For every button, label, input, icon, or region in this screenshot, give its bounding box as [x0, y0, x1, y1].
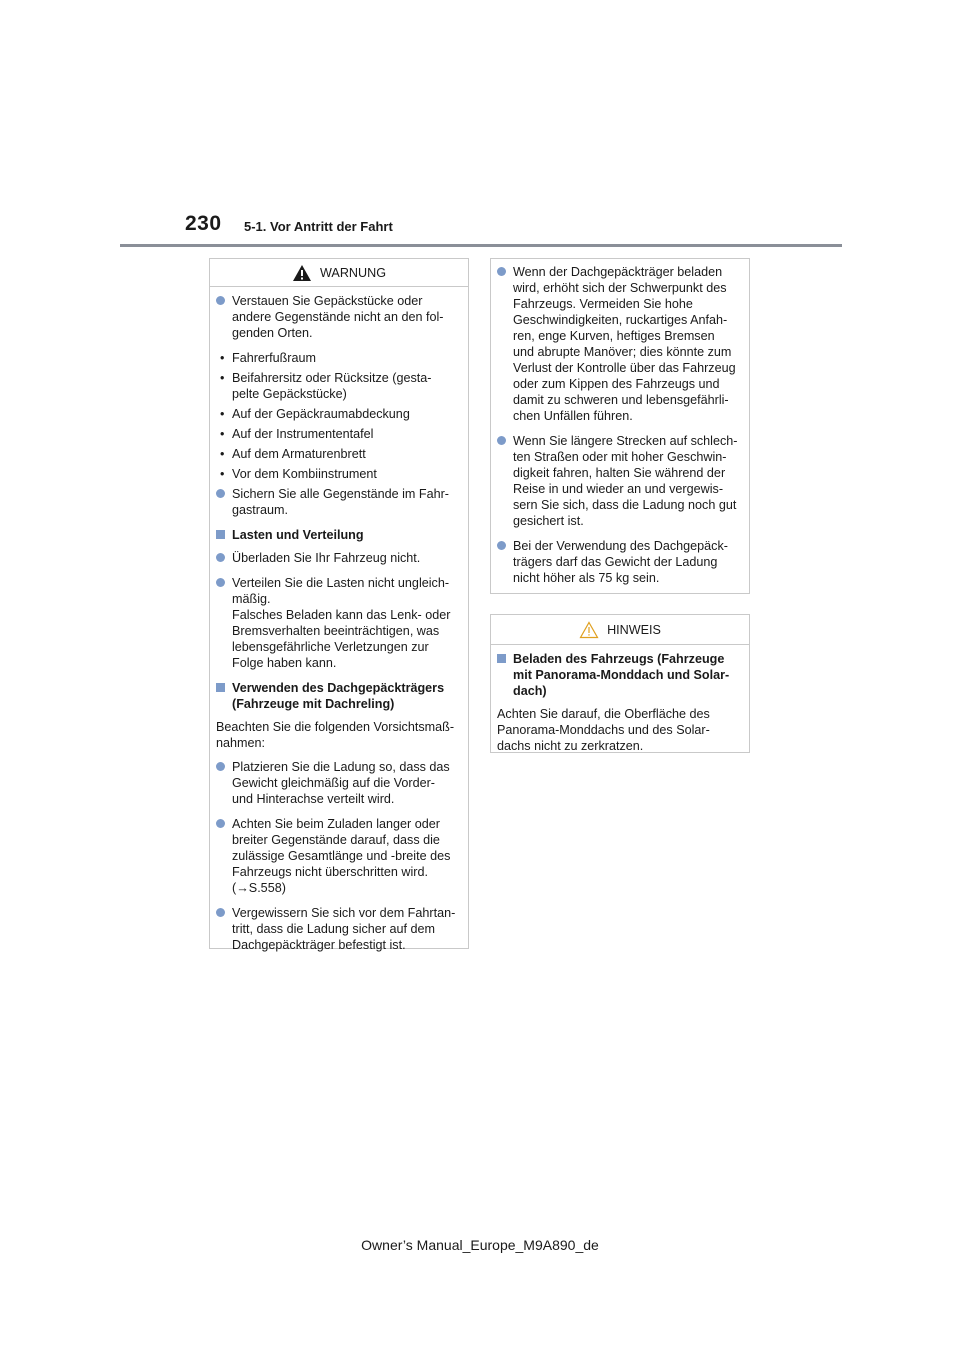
- bullet-item: [216, 759, 458, 807]
- square-bullet-icon: [216, 683, 225, 692]
- bullet-item: [216, 486, 458, 518]
- bullet-item: [216, 550, 458, 566]
- sub-bullet-icon: •: [220, 407, 225, 421]
- text-line: ten Straßen oder mit hoher Geschwin-: [513, 450, 727, 464]
- text-line: (→S.558): [232, 881, 286, 895]
- page-number: 230: [185, 212, 222, 235]
- text-line: oder zum Kippen des Fahrzeugs und: [513, 377, 720, 391]
- bullet-dot-icon: [216, 553, 225, 562]
- text-line: Fahrzeugs. Vermeiden Sie hohe: [513, 297, 693, 311]
- text-line: sern Sie sich, dass die Ladung noch gut: [513, 498, 737, 512]
- text-line: Geschwindigkeiten, ruckartiges Anfah-: [513, 313, 728, 327]
- warning-continued-box: [490, 258, 750, 594]
- text-line: tritt, dass die Ladung sicher auf dem: [232, 922, 436, 936]
- bullet-dot-icon: [216, 578, 225, 587]
- sub-bullet-icon: •: [220, 447, 225, 461]
- bullet-dot-icon: [497, 267, 506, 276]
- text-line: breiter Gegenstände darauf, dass die: [232, 833, 440, 847]
- square-bullet-icon: [216, 530, 225, 539]
- text-line: Achten Sie beim Zuladen langer oder: [232, 817, 440, 831]
- text-line: Beladen des Fahrzeugs (Fahrzeuge: [513, 652, 725, 666]
- warning-triangle-filled-icon: [292, 264, 312, 282]
- text-line: und Hinterachse verteilt wird.: [232, 792, 395, 806]
- notice-box-content: [491, 645, 749, 768]
- subsection-heading: [216, 680, 458, 712]
- warning-box-header: [210, 259, 468, 287]
- notice-box-title: HINWEIS: [607, 622, 661, 637]
- text-line: Folge haben kann.: [232, 656, 337, 670]
- text-line: mit Panorama-Monddach und Solar-: [513, 668, 730, 682]
- text-line: ren, enge Kurven, heftiges Bremsen: [513, 329, 715, 343]
- text-line: Wenn Sie längere Strecken auf schlech-: [513, 434, 738, 448]
- text-line: genden Orten.: [232, 326, 313, 340]
- text-line: dach): [513, 684, 547, 698]
- warning-continued-content: [491, 259, 749, 601]
- text-line: Fahrerfußraum: [232, 351, 316, 365]
- sub-list-item: [216, 370, 458, 402]
- header-rule: [120, 244, 842, 247]
- bullet-dot-icon: [497, 541, 506, 550]
- text-line: trägers darf das Gewicht der Ladung: [513, 555, 718, 569]
- sub-list-item: [216, 406, 458, 422]
- text-line: Achten Sie darauf, die Oberfläche des: [497, 707, 710, 721]
- text-line: (Fahrzeuge mit Dachreling): [232, 697, 395, 711]
- bullet-dot-icon: [216, 908, 225, 917]
- notice-box-header: [491, 615, 749, 645]
- warning-box-title: WARNUNG: [320, 265, 386, 280]
- text-line: Auf dem Armaturenbrett: [232, 447, 366, 461]
- text-line: Beifahrersitz oder Rücksitze (gesta-: [232, 371, 432, 385]
- text-line: Reise in und wieder an und vergewis-: [513, 482, 724, 496]
- text-line: Sichern Sie alle Gegenstände im Fahr-: [232, 487, 450, 501]
- text-line: und abrupte Manöver; dies könnte zum: [513, 345, 732, 359]
- warning-box: [209, 258, 469, 952]
- notice-box: [490, 614, 750, 753]
- text-line: Auf der Instrumententafel: [232, 427, 374, 441]
- text-line: Gewicht gleichmäßig auf die Vorder-: [232, 776, 435, 790]
- bullet-item: [497, 433, 739, 529]
- sub-bullet-icon: •: [220, 351, 225, 365]
- subsection-heading: [216, 527, 458, 543]
- bullet-item: [216, 575, 458, 671]
- paragraph: [497, 706, 739, 754]
- bullet-dot-icon: [216, 296, 225, 305]
- text-line: Wenn der Dachgepäckträger beladen: [513, 265, 723, 279]
- text-line: damit zu schweren und lebensgefährli-: [513, 393, 729, 407]
- text-line: Vergewissern Sie sich vor dem Fahrtan-: [232, 906, 456, 920]
- text-line: Auf der Gepäckraumabdeckung: [232, 407, 410, 421]
- text-line: Vor dem Kombiinstrument: [232, 467, 377, 481]
- paragraph: [216, 719, 458, 751]
- text-line: nicht höher als 75 kg sein.: [513, 571, 660, 585]
- bullet-item: [216, 293, 458, 341]
- bullet-item: [497, 264, 739, 424]
- text-line: lebensgefährliche Verletzungen zur: [232, 640, 429, 654]
- bullet-dot-icon: [216, 819, 225, 828]
- text-line: zulässige Gesamtlänge und -breite des: [232, 849, 451, 863]
- text-line: digkeit fahren, halten Sie während der: [513, 466, 726, 480]
- sub-bullet-icon: •: [220, 427, 225, 441]
- text-line: Fahrzeugs nicht überschritten wird.: [232, 865, 428, 879]
- sub-list-item: [216, 466, 458, 482]
- sub-bullet-icon: •: [220, 371, 225, 385]
- text-line: gastraum.: [232, 503, 288, 517]
- text-line: Lasten und Verteilung: [232, 528, 364, 542]
- text-line: mäßig.: [232, 592, 271, 606]
- footer-text: Owner’s Manual_Europe_M9A890_de: [361, 1237, 599, 1253]
- warning-triangle-outline-icon: [579, 621, 599, 639]
- sub-bullet-icon: •: [220, 467, 225, 481]
- text-line: Verteilen Sie die Lasten nicht ungleich-: [232, 576, 450, 590]
- text-line: Verwenden des Dachgepäckträgers: [232, 681, 445, 695]
- bullet-dot-icon: [216, 762, 225, 771]
- text-line: Dachgepäckträger befestigt ist.: [232, 938, 406, 952]
- text-line: Panorama-Monddachs und des Solar-: [497, 723, 710, 737]
- text-line: Falsches Beladen kann das Lenk- oder: [232, 608, 451, 622]
- sub-list-item: [216, 426, 458, 442]
- bullet-dot-icon: [497, 436, 506, 445]
- warning-box-content: [210, 287, 468, 968]
- section-title: 5-1. Vor Antritt der Fahrt: [244, 219, 393, 234]
- text-line: nahmen:: [216, 736, 266, 750]
- text-line: Verstauen Sie Gepäckstücke oder: [232, 294, 423, 308]
- bullet-item: [216, 816, 458, 896]
- bullet-item: [497, 538, 739, 586]
- bullet-dot-icon: [216, 489, 225, 498]
- text-line: pelte Gepäckstücke): [232, 387, 347, 401]
- text-line: Verlust der Kontrolle über das Fahrzeug: [513, 361, 736, 375]
- bullet-item: [216, 905, 458, 953]
- text-line: Überladen Sie Ihr Fahrzeug nicht.: [232, 551, 421, 565]
- text-line: wird, erhöht sich der Schwerpunkt des: [513, 281, 727, 295]
- text-line: Beachten Sie die folgenden Vorsichtsmaß-: [216, 720, 455, 734]
- text-line: Platzieren Sie die Ladung so, dass das: [232, 760, 450, 774]
- subsection-heading: [497, 651, 739, 699]
- sub-list-item: [216, 446, 458, 462]
- square-bullet-icon: [497, 654, 506, 663]
- text-line: chen Unfällen führen.: [513, 409, 633, 423]
- text-line: dachs nicht zu zerkratzen.: [497, 739, 644, 753]
- sub-list-item: [216, 350, 458, 366]
- text-line: andere Gegenstände nicht an den fol-: [232, 310, 444, 324]
- text-line: Bremsverhalten beeinträchtigen, was: [232, 624, 440, 638]
- text-line: Bei der Verwendung des Dachgepäck-: [513, 539, 728, 553]
- text-line: gesichert ist.: [513, 514, 584, 528]
